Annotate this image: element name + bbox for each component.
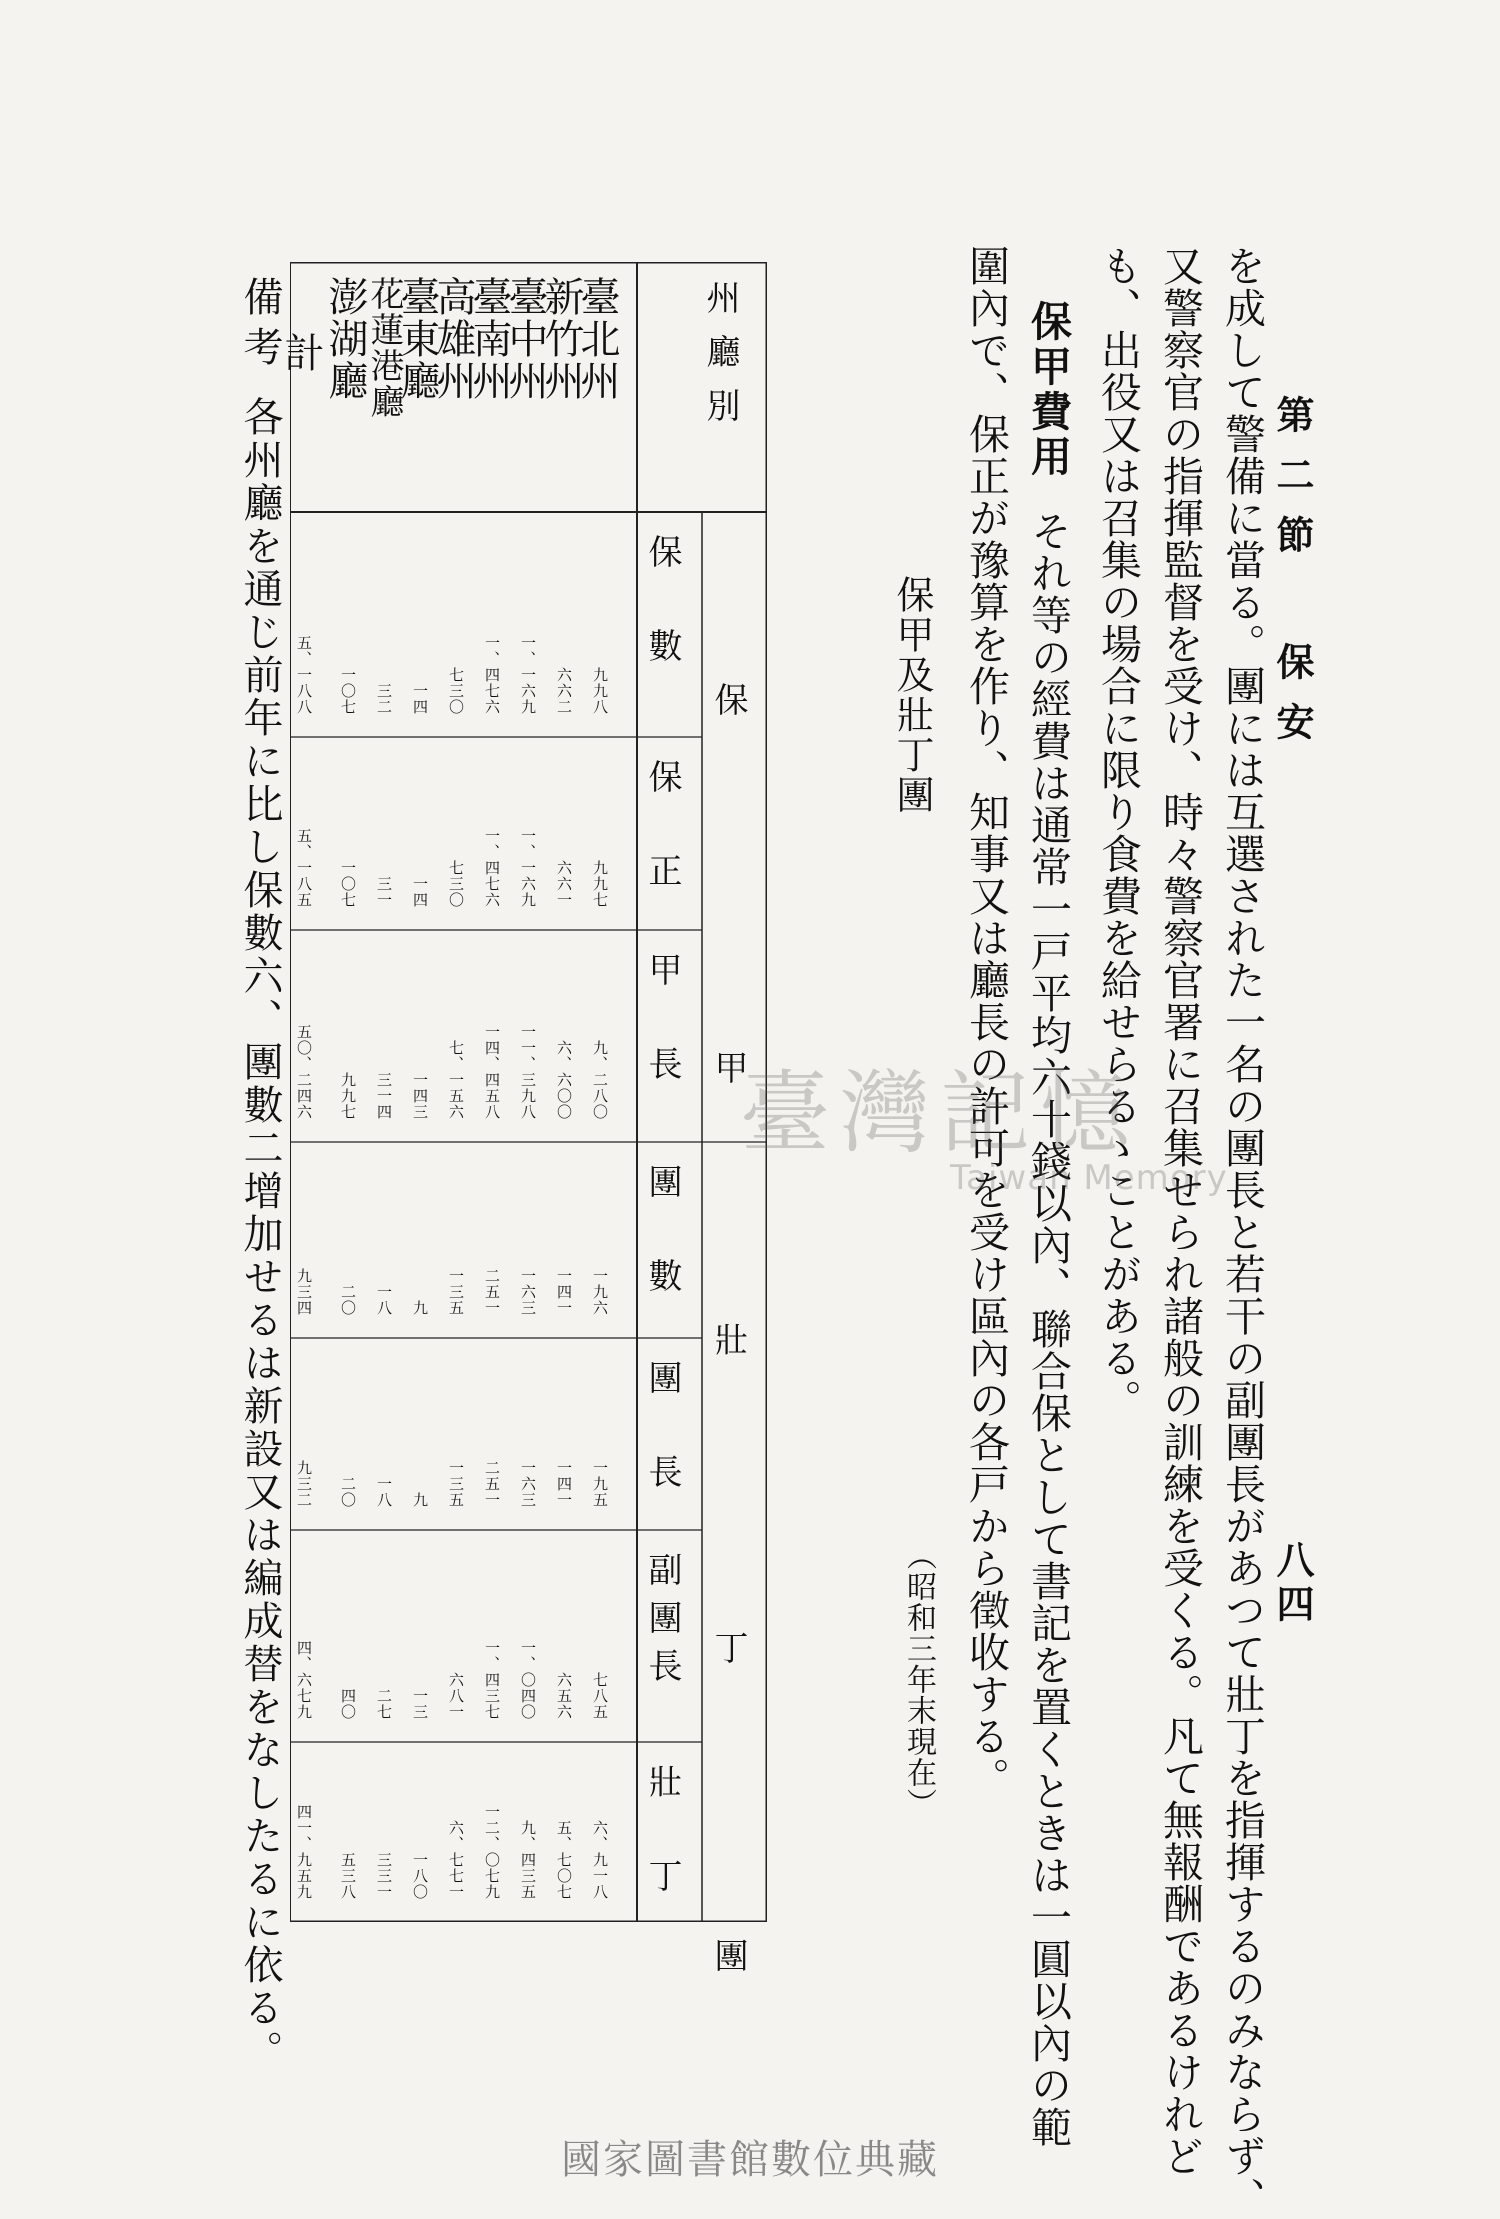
note-label: 備考 xyxy=(237,276,283,376)
table-cell: 一四一 xyxy=(555,1460,573,1508)
table-cell: 二七 xyxy=(375,1688,393,1720)
body-line-2: 又警察官の指揮監督を受け、時々警察官署に召集せられ諸般の訓練を受くる。凡て無報酬であるけれど xyxy=(1156,245,1204,2177)
table-cell: 六六一 xyxy=(555,860,573,908)
table-cell: 九、四三五 xyxy=(519,1820,537,1900)
table-cell: 七三〇 xyxy=(447,860,465,908)
row-region: 臺中州 xyxy=(502,276,548,402)
table-note xyxy=(232,276,289,2073)
group-header-hoko: 保 甲 xyxy=(708,682,748,1234)
body-line-1: を成して警備に當る。團には互選された一名の團長と若干の副團長があつて壯丁を指揮するのみならず、 xyxy=(1218,245,1266,2219)
table-cell: 一四、四五八 xyxy=(483,1024,501,1120)
table-cell: 七三〇 xyxy=(447,667,465,715)
table-cell: 六、七七一 xyxy=(447,1820,465,1900)
table-cell: 一、四七六 xyxy=(483,828,501,908)
table-cell: 一四三 xyxy=(411,1072,429,1120)
table-cell: 一四一 xyxy=(555,1268,573,1316)
table-cell: 二五一 xyxy=(483,1460,501,1508)
table-cell: 三一 xyxy=(375,876,393,908)
table-cell: 九九七 xyxy=(591,860,609,908)
table-cell: 五三八 xyxy=(339,1852,357,1900)
lead-heading: 保甲費用 xyxy=(1024,300,1072,480)
table-cell: 九九七 xyxy=(339,1072,357,1120)
table-cell: 一、一六九 xyxy=(519,828,537,908)
table-cell: 四一、九五九 xyxy=(295,1804,313,1900)
table-cell: 二〇 xyxy=(339,1476,357,1508)
table-cell: 四〇 xyxy=(339,1688,357,1720)
table-cell: 一九六 xyxy=(591,1268,609,1316)
table-cell: 七、一五六 xyxy=(447,1040,465,1120)
table-cell: 一六三 xyxy=(519,1460,537,1508)
table-cell: 五、一八五 xyxy=(295,828,313,908)
table-cell: 一、一六九 xyxy=(519,635,537,715)
body-line-5: 圍內で、保正が豫算を作り、知事又は廳長の許可を受け區內の各戸から徵收する。 xyxy=(962,245,1010,1799)
table-cell: 三一四 xyxy=(375,1072,393,1120)
column-header: 保正 xyxy=(642,759,682,947)
table-cell: 九 xyxy=(411,1300,429,1316)
table-cell: 六六二 xyxy=(555,667,573,715)
watermark-sub: Taiwan Memory xyxy=(950,1158,1228,1198)
column-header: 甲長 xyxy=(642,952,682,1140)
column-header: 保數 xyxy=(642,534,682,722)
table-cell: 一四 xyxy=(411,876,429,908)
table-cell: 一六三 xyxy=(519,1268,537,1316)
row-region: 高雄州 xyxy=(430,276,476,402)
table-cell: 六、九一八 xyxy=(591,1820,609,1900)
note-text: 各州廳を通じ前年に比し保數六、團數二增加せるは新設又は編成替をなしたるに依る。 xyxy=(237,396,283,2073)
table-cell: 一〇七 xyxy=(339,667,357,715)
table-cell: 七八五 xyxy=(591,1672,609,1720)
row-region: 花蓮港廳 xyxy=(364,276,404,420)
table-cell: 一三五 xyxy=(447,1460,465,1508)
row-region: 臺東廳 xyxy=(394,276,440,402)
table-cell: 一二、〇七九 xyxy=(483,1804,501,1900)
table-cell: 九 xyxy=(411,1492,429,1508)
column-header: 壯丁 xyxy=(642,1764,682,1952)
table-cell: 五〇、二四六 xyxy=(295,1024,313,1120)
statistics-table xyxy=(278,262,767,2092)
column-header: 團數 xyxy=(642,1164,682,1352)
table-cell: 三二 xyxy=(375,683,393,715)
table-cell: 三三一 xyxy=(375,1852,393,1900)
row-region: 臺南州 xyxy=(466,276,512,402)
table-cell: 一三五 xyxy=(447,1268,465,1316)
group-header-sotei: 壯 丁 團 xyxy=(708,1322,748,2092)
table-cell: 一九五 xyxy=(591,1460,609,1508)
body-line-4-text: それ等の經費は通常一戸平均六十錢以內、聯合保として書記を置くときは一圓以內の範 xyxy=(1024,510,1072,2148)
table-cell: 一八 xyxy=(375,1284,393,1316)
table-cell: 六五六 xyxy=(555,1672,573,1720)
table-cell: 一三 xyxy=(411,1688,429,1720)
table-cell: 二〇 xyxy=(339,1284,357,1316)
table-cell: 九九八 xyxy=(591,667,609,715)
table-cell: 九三二 xyxy=(295,1460,313,1508)
column-header: 副團長 xyxy=(642,1552,682,1696)
table-cell: 一、〇四〇 xyxy=(519,1640,537,1720)
table-cell: 一四 xyxy=(411,683,429,715)
table-cell: 九、二八〇 xyxy=(591,1040,609,1120)
body-line-4 xyxy=(1024,300,1072,2148)
table-cell: 一、四七六 xyxy=(483,635,501,715)
table-cell: 六、六〇〇 xyxy=(555,1040,573,1120)
column-header: 團長 xyxy=(642,1360,682,1548)
row-region: 臺北州 xyxy=(574,276,620,402)
region-header: 州廳別 xyxy=(700,280,740,442)
table-cell: 二五一 xyxy=(483,1268,501,1316)
table-cell: 一一、三九八 xyxy=(519,1024,537,1120)
row-region: 計 xyxy=(278,332,324,374)
table-title: 保甲及壯丁團 xyxy=(890,575,934,815)
table-cell: 五、一八八 xyxy=(295,635,313,715)
table-cell: 一八〇 xyxy=(411,1852,429,1900)
row-region: 澎湖廳 xyxy=(322,276,368,402)
table-cell: 六八一 xyxy=(447,1672,465,1720)
table-cell: 五、七〇七 xyxy=(555,1820,573,1900)
table-cell: 一、四三七 xyxy=(483,1640,501,1720)
watermark-main: 臺灣記憶 xyxy=(740,1061,1140,1166)
table-date: （昭和三年末現在） xyxy=(901,1540,936,1819)
table-cell: 九三四 xyxy=(295,1268,313,1316)
footer-credit: 國家圖書館數位典藏 xyxy=(561,2137,939,2183)
body-line-3: も、出役又は召集の場合に限り食費を給せらるゝことがある。 xyxy=(1094,245,1142,1421)
table-cell: 一〇七 xyxy=(339,860,357,908)
section-title: 第二節 保安 xyxy=(1270,395,1315,762)
watermark-logo xyxy=(740,1040,1280,1220)
table-cell: 四、六七九 xyxy=(295,1640,313,1720)
page-number: 八四 xyxy=(1270,1540,1315,1628)
table-cell: 一八 xyxy=(375,1476,393,1508)
row-region: 新竹州 xyxy=(538,276,584,402)
